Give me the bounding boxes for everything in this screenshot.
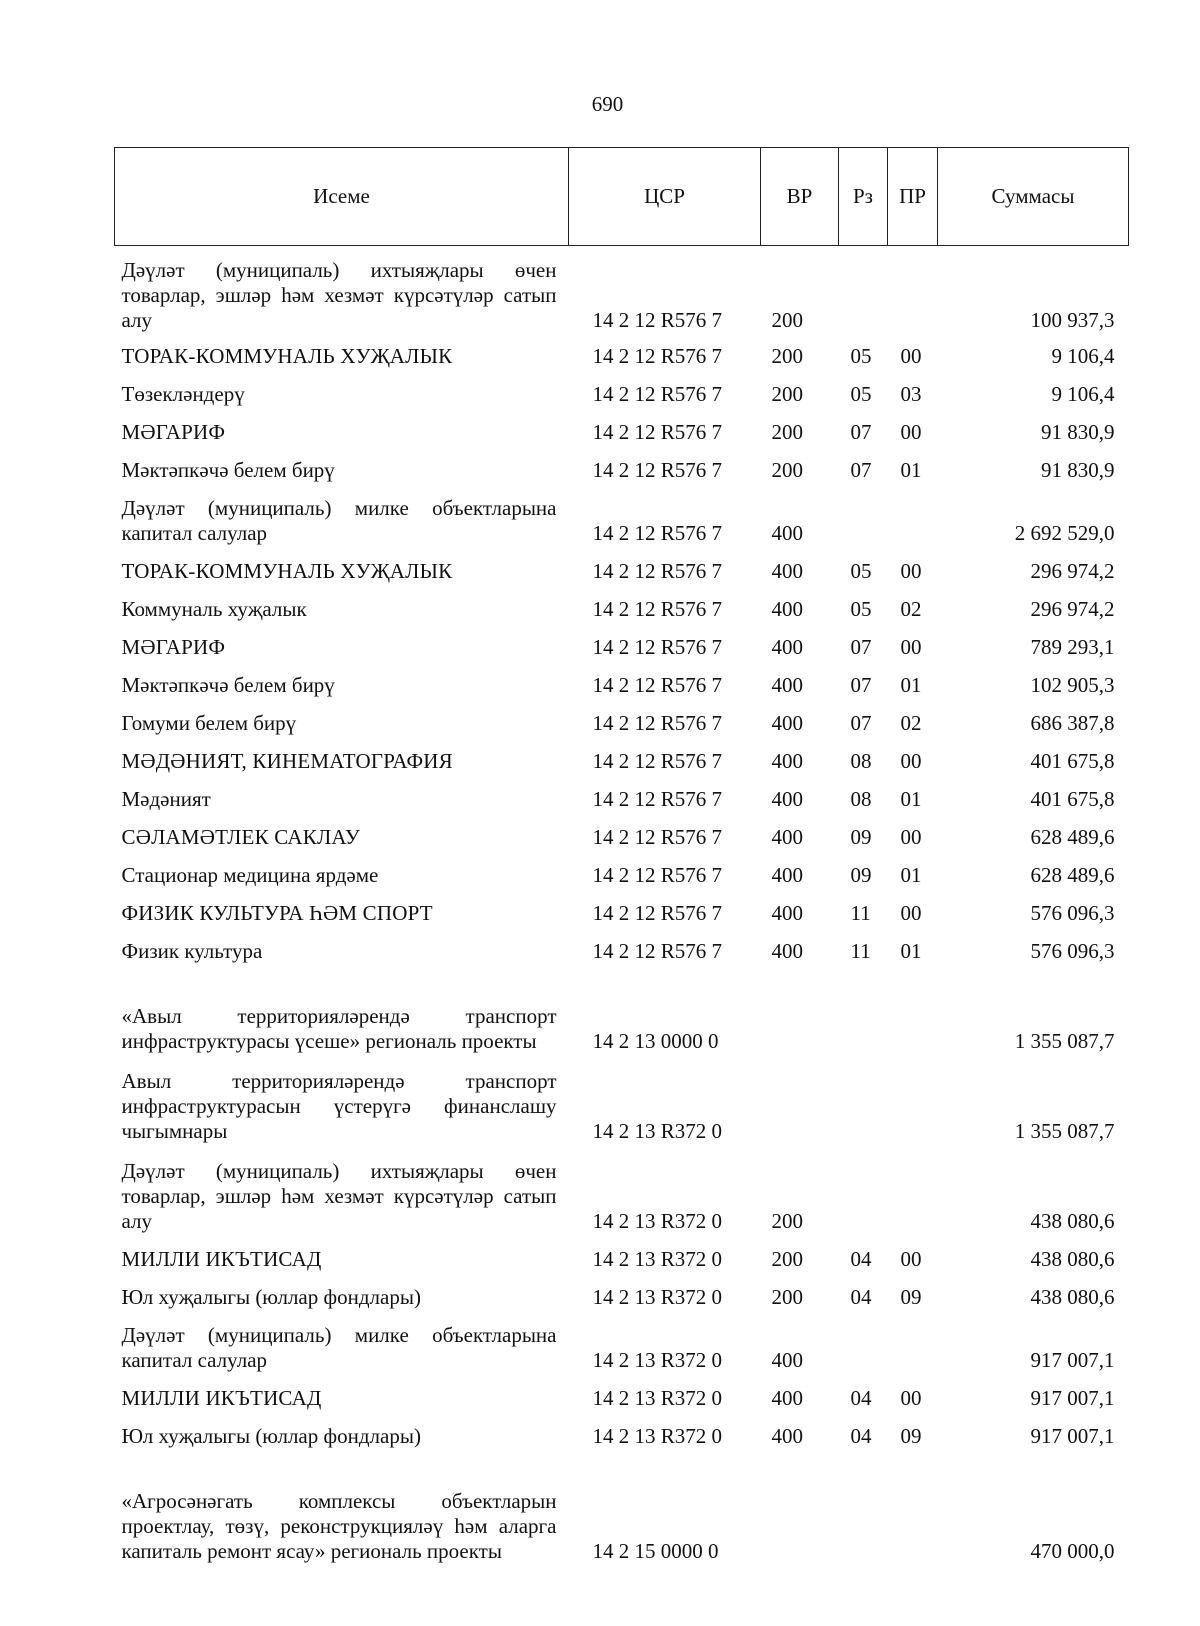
row-csr: 14 2 13 R372 0: [592, 1285, 723, 1309]
row-csr: 14 2 12 R576 7: [592, 635, 723, 659]
row-sum: 438 080,6: [1030, 1285, 1115, 1309]
row-sum: 917 007,1: [1030, 1424, 1115, 1448]
row-rz: 04: [850, 1424, 872, 1448]
row-rz: 07: [850, 458, 872, 482]
row-rz: [839, 1452, 888, 1567]
table-row: [115, 549, 1129, 587]
row-vr: [761, 967, 839, 1057]
table-row: [115, 1275, 1129, 1313]
row-csr: 14 2 13 R372 0: [592, 1424, 723, 1448]
row-csr: 14 2 13 R372 0: [592, 1386, 723, 1410]
row-sum: 9 106,4: [1051, 344, 1115, 368]
row-rz: 05: [850, 597, 872, 621]
row-rz: 05: [850, 344, 872, 368]
row-vr: 400: [771, 711, 803, 735]
row-csr: 14 2 12 R576 7: [592, 673, 723, 697]
row-rz: 05: [850, 559, 872, 583]
header-name: Исеме: [115, 148, 569, 246]
row-vr: [761, 1057, 839, 1147]
row-pr: 01: [900, 863, 922, 887]
row-name: Физик культура: [121, 939, 263, 963]
row-rz: 07: [850, 420, 872, 444]
row-name: Гомуми белем бирү: [121, 711, 297, 735]
row-sum: 576 096,3: [1030, 901, 1115, 925]
row-csr: 14 2 12 R576 7: [592, 939, 723, 963]
row-name: ФИЗИК КУЛЬТУРА ҺӘМ СПОРТ: [121, 901, 433, 925]
table-row: [115, 815, 1129, 853]
row-rz: [839, 967, 888, 1057]
table-row: [115, 1414, 1129, 1452]
row-sum: 91 830,9: [1041, 458, 1115, 482]
row-vr: 400: [771, 559, 803, 583]
table-row: [115, 929, 1129, 967]
row-name: МИЛЛИ ИКЪТИСАД: [121, 1247, 322, 1271]
row-vr: [761, 1452, 839, 1567]
row-csr: 14 2 12 R576 7: [592, 521, 723, 545]
row-sum: 628 489,6: [1030, 825, 1115, 849]
row-rz: 08: [850, 787, 872, 811]
row-name: Коммуналь хуҗалык: [121, 597, 307, 621]
table-row: [115, 625, 1129, 663]
table-row: [115, 246, 1129, 335]
header-vr: ВР: [761, 148, 839, 246]
row-csr: 14 2 12 R576 7: [592, 863, 723, 887]
row-rz: 11: [850, 939, 871, 963]
row-vr: 200: [771, 1285, 803, 1309]
row-name: Мәктәпкәчә белем бирү: [121, 458, 335, 482]
header-rz: Рз: [839, 148, 888, 246]
row-rz: [839, 1057, 888, 1147]
row-csr: 14 2 12 R576 7: [592, 382, 723, 406]
header-row: [115, 148, 1129, 246]
row-pr: 00: [900, 344, 922, 368]
row-name: МӘГАРИФ: [121, 635, 226, 659]
header-csr: ЦСР: [569, 148, 761, 246]
row-sum: 1 355 087,7: [1014, 1029, 1115, 1053]
row-csr: 14 2 12 R576 7: [592, 787, 723, 811]
row-name: Дәүләт (муниципаль) ихтыяҗлары өчен товарлар, эшләр һәм хезмәт күрсәтүләр сатып алу: [121, 1159, 557, 1233]
row-sum: 686 387,8: [1030, 711, 1115, 735]
row-pr: [888, 1313, 938, 1376]
row-csr: 14 2 12 R576 7: [592, 825, 723, 849]
row-name: МӘГАРИФ: [121, 420, 226, 444]
row-name: Төзекләндерү: [121, 382, 245, 406]
row-vr: 400: [771, 1386, 803, 1410]
row-rz: [839, 1313, 888, 1376]
row-csr: 14 2 12 R576 7: [592, 420, 723, 444]
row-vr: 400: [771, 635, 803, 659]
row-rz: 07: [850, 673, 872, 697]
table-row: [115, 1147, 1129, 1237]
row-name: ТОРАК-КОММУНАЛЬ ХУҖАЛЫК: [121, 344, 453, 368]
row-pr: [888, 1147, 938, 1237]
row-name: Юл хуҗалыгы (юллар фондлары): [121, 1285, 421, 1309]
row-pr: 01: [900, 673, 922, 697]
row-csr: 14 2 12 R576 7: [592, 308, 723, 332]
row-name: Авыл территорияләрендә транспорт инфраструктурасын үстерүгә финанслашу чыгымнары: [121, 1069, 557, 1143]
row-vr: 200: [771, 382, 803, 406]
table-row: [115, 891, 1129, 929]
row-vr: 400: [771, 749, 803, 773]
row-rz: 08: [850, 749, 872, 773]
row-pr: [888, 967, 938, 1057]
row-sum: 917 007,1: [1030, 1348, 1115, 1372]
row-name: Дәүләт (муниципаль) милке объектларына капитал салулар: [121, 1323, 557, 1372]
row-pr: 02: [900, 597, 922, 621]
row-sum: 470 000,0: [1030, 1539, 1115, 1563]
row-vr: 200: [771, 420, 803, 444]
row-name: «Агросәнәгать комплексы объектларын проектлау, төзү, реконструкцияләү һәм аларга капиталь ремонт ясау» региональ проекты: [121, 1489, 557, 1563]
row-rz: 04: [850, 1386, 872, 1410]
row-sum: 628 489,6: [1030, 863, 1115, 887]
budget-table-container: [114, 147, 1128, 1567]
row-pr: [888, 1452, 938, 1567]
row-vr: 400: [771, 863, 803, 887]
row-sum: 438 080,6: [1030, 1209, 1115, 1233]
budget-table: [114, 147, 1129, 1567]
row-pr: 01: [900, 458, 922, 482]
row-pr: [888, 1057, 938, 1147]
row-sum: 1 355 087,7: [1014, 1119, 1115, 1143]
row-sum: 401 675,8: [1030, 749, 1115, 773]
row-rz: [839, 246, 888, 335]
row-sum: 9 106,4: [1051, 382, 1115, 406]
row-rz: 09: [850, 863, 872, 887]
row-rz: [839, 1147, 888, 1237]
row-pr: 00: [900, 1386, 922, 1410]
header-sum: Суммасы: [938, 148, 1129, 246]
row-rz: 04: [850, 1247, 872, 1271]
table-row: [115, 410, 1129, 448]
row-sum: 296 974,2: [1030, 559, 1115, 583]
row-rz: 11: [850, 901, 871, 925]
row-csr: 14 2 12 R576 7: [592, 711, 723, 735]
row-csr: 14 2 13 0000 0: [592, 1029, 719, 1053]
table-body: [115, 246, 1129, 1568]
table-row: [115, 1057, 1129, 1147]
row-pr: 00: [900, 1247, 922, 1271]
row-pr: 00: [900, 635, 922, 659]
row-pr: 01: [900, 787, 922, 811]
table-row: [115, 372, 1129, 410]
row-name: Стационар медицина ярдәме: [121, 863, 379, 887]
row-sum: 100 937,3: [1030, 308, 1115, 332]
row-vr: 400: [771, 901, 803, 925]
row-pr: 01: [900, 939, 922, 963]
table-row: [115, 486, 1129, 549]
row-rz: 09: [850, 825, 872, 849]
row-pr: [888, 486, 938, 549]
table-row: [115, 1452, 1129, 1567]
page-number: 690: [591, 92, 624, 116]
table-row: [115, 334, 1129, 372]
row-csr: 14 2 12 R576 7: [592, 559, 723, 583]
row-sum: 102 905,3: [1030, 673, 1115, 697]
row-rz: 07: [850, 711, 872, 735]
row-name: Дәүләт (муниципаль) ихтыяҗлары өчен товарлар, эшләр һәм хезмәт күрсәтүләр сатып алу: [121, 258, 557, 332]
row-rz: [839, 486, 888, 549]
row-sum: 576 096,3: [1030, 939, 1115, 963]
row-vr: 400: [771, 521, 803, 545]
row-vr: 200: [771, 308, 803, 332]
row-vr: 400: [771, 825, 803, 849]
row-name: СӘЛАМӘТЛЕК САКЛАУ: [121, 825, 360, 849]
row-vr: 200: [771, 344, 803, 368]
row-pr: [888, 246, 938, 335]
row-pr: 03: [900, 382, 922, 406]
table-row: [115, 1237, 1129, 1275]
row-pr: 09: [900, 1285, 922, 1309]
row-sum: 401 675,8: [1030, 787, 1115, 811]
row-csr: 14 2 12 R576 7: [592, 597, 723, 621]
table-row: [115, 1376, 1129, 1414]
row-csr: 14 2 12 R576 7: [592, 749, 723, 773]
row-pr: 09: [900, 1424, 922, 1448]
row-csr: 14 2 13 R372 0: [592, 1348, 723, 1372]
row-pr: 00: [900, 749, 922, 773]
row-name: «Авыл территорияләрендә транспорт инфраструктурасы үсеше» региональ проекты: [121, 1004, 557, 1053]
table-row: [115, 777, 1129, 815]
row-pr: 00: [900, 420, 922, 444]
row-vr: 200: [771, 1209, 803, 1233]
header-pr: ПР: [888, 148, 938, 246]
row-sum: 917 007,1: [1030, 1386, 1115, 1410]
row-name: МИЛЛИ ИКЪТИСАД: [121, 1386, 322, 1410]
table-row: [115, 853, 1129, 891]
row-name: ТОРАК-КОММУНАЛЬ ХУҖАЛЫК: [121, 559, 453, 583]
table-row: [115, 967, 1129, 1057]
row-rz: 07: [850, 635, 872, 659]
row-csr: 14 2 12 R576 7: [592, 458, 723, 482]
row-vr: 400: [771, 597, 803, 621]
row-pr: 02: [900, 711, 922, 735]
row-name: Дәүләт (муниципаль) милке объектларына капитал салулар: [121, 496, 557, 545]
row-csr: 14 2 13 R372 0: [592, 1119, 723, 1143]
row-csr: 14 2 12 R576 7: [592, 901, 723, 925]
row-pr: 00: [900, 559, 922, 583]
row-name: Мәктәпкәчә белем бирү: [121, 673, 335, 697]
table-row: [115, 1313, 1129, 1376]
table-row: [115, 701, 1129, 739]
row-rz: 04: [850, 1285, 872, 1309]
row-vr: 200: [771, 1247, 803, 1271]
row-csr: 14 2 13 R372 0: [592, 1209, 723, 1233]
row-pr: 00: [900, 901, 922, 925]
row-name: Мәдәният: [121, 787, 211, 811]
row-rz: 05: [850, 382, 872, 406]
row-csr: 14 2 13 R372 0: [592, 1247, 723, 1271]
row-sum: 789 293,1: [1030, 635, 1115, 659]
row-name: Юл хуҗалыгы (юллар фондлары): [121, 1424, 421, 1448]
row-vr: 400: [771, 673, 803, 697]
table-row: [115, 448, 1129, 486]
table-row: [115, 739, 1129, 777]
table-header: [115, 148, 1129, 246]
row-vr: 400: [771, 1424, 803, 1448]
table-row: [115, 663, 1129, 701]
row-csr: 14 2 15 0000 0: [592, 1539, 719, 1563]
row-vr: 200: [771, 458, 803, 482]
row-sum: 2 692 529,0: [1014, 521, 1115, 545]
table-row: [115, 587, 1129, 625]
row-pr: 00: [900, 825, 922, 849]
row-vr: 400: [771, 939, 803, 963]
row-sum: 91 830,9: [1041, 420, 1115, 444]
row-vr: 400: [771, 1348, 803, 1372]
row-vr: 400: [771, 787, 803, 811]
row-sum: 438 080,6: [1030, 1247, 1115, 1271]
row-sum: 296 974,2: [1030, 597, 1115, 621]
row-name: МӘДӘНИЯТ, КИНЕМАТОГРАФИЯ: [121, 749, 453, 773]
row-csr: 14 2 12 R576 7: [592, 344, 723, 368]
